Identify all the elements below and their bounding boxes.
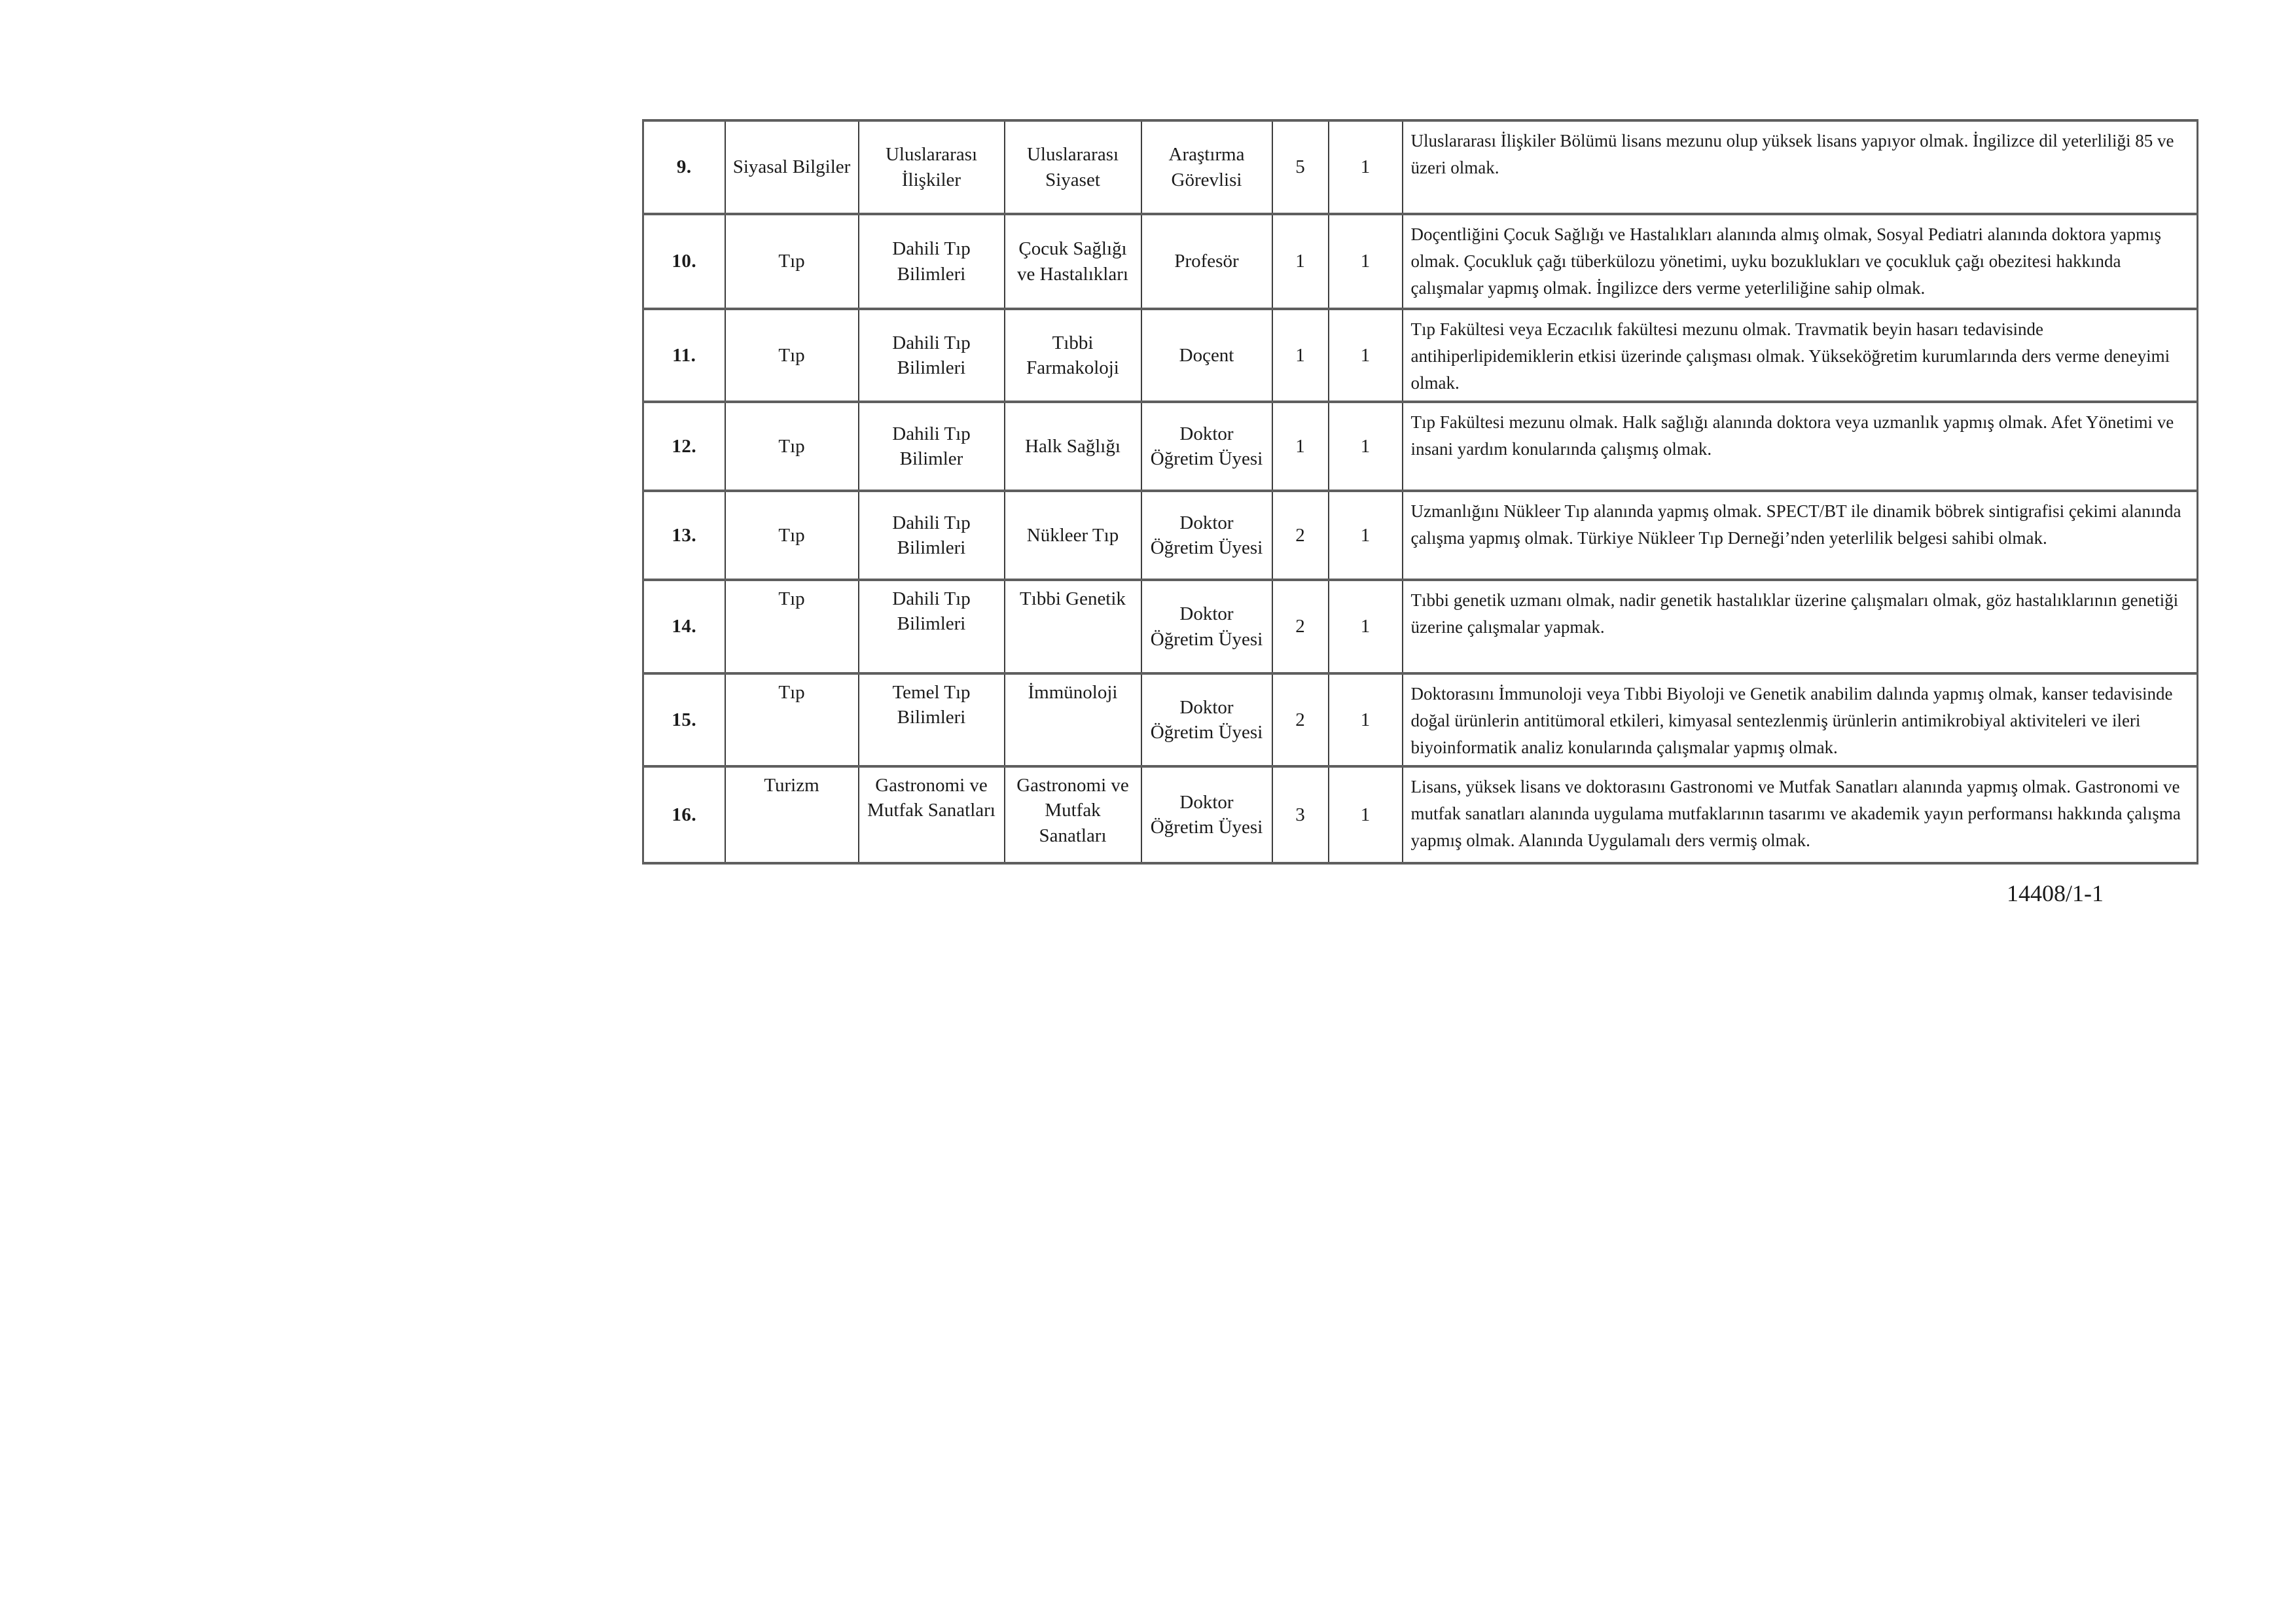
- department-cell: Dahili Tıp Bilimler: [859, 402, 1005, 491]
- vacancy-table: [642, 119, 2198, 865]
- announcement-ref-number: 14408/1-1: [2007, 880, 2104, 906]
- degree-cell: 2: [1272, 580, 1329, 673]
- row-number-cell: 15.: [643, 673, 725, 766]
- requirements-cell: Tıp Fakültesi mezunu olmak. Halk sağlığı alanında doktora veya uzmanlık yapmış olmak. Afet Yönetimi ve insani yardım konularında çalışmış olmak.: [1403, 402, 2198, 491]
- position-title-cell: Doktor Öğretim Üyesi: [1141, 402, 1272, 491]
- field-cell: Nükleer Tıp: [1005, 491, 1141, 580]
- requirements-cell: Tıp Fakültesi veya Eczacılık fakültesi mezunu olmak. Travmatik beyin hasarı tedavisinde antihiperlipidemiklerin etkisi üzerinde çalışması olmak. Yükseköğretim kurumlarında ders verme deneyimi olmak.: [1403, 309, 2198, 402]
- degree-cell: 1: [1272, 402, 1329, 491]
- row-number-cell: 12.: [643, 402, 725, 491]
- position-title-cell: Doktor Öğretim Üyesi: [1141, 491, 1272, 580]
- row-number-cell: 16.: [643, 766, 725, 863]
- field-cell: Uluslararası Siyaset: [1005, 120, 1141, 214]
- quantity-cell: 1: [1329, 120, 1403, 214]
- field-cell: Tıbbi Farmakoloji: [1005, 309, 1141, 402]
- department-cell: Gastronomi ve Mutfak Sanatları: [859, 766, 1005, 863]
- department-cell: Uluslararası İlişkiler: [859, 120, 1005, 214]
- requirements-cell: Uzmanlığını Nükleer Tıp alanında yapmış olmak. SPECT/BT ile dinamik böbrek sintigrafisi çekimi alanında çalışma yapmış olmak. Türkiye Nükleer Tıp Derneği’nden yeterlilik belgesi sahibi olmak.: [1403, 491, 2198, 580]
- field-cell: İmmünoloji: [1005, 673, 1141, 766]
- position-title-cell: Doktor Öğretim Üyesi: [1141, 580, 1272, 673]
- quantity-cell: 1: [1329, 580, 1403, 673]
- row-number-cell: 11.: [643, 309, 725, 402]
- quantity-cell: 1: [1329, 673, 1403, 766]
- quantity-cell: 1: [1329, 766, 1403, 863]
- requirements-cell: Uluslararası İlişkiler Bölümü lisans mezunu olup yüksek lisans yapıyor olmak. İngilizce dil yeterliliği 85 ve üzeri olmak.: [1403, 120, 2198, 214]
- field-cell: Tıbbi Genetik: [1005, 580, 1141, 673]
- faculty-cell: Siyasal Bilgiler: [725, 120, 859, 214]
- quantity-cell: 1: [1329, 214, 1403, 309]
- table-row: [643, 673, 2198, 766]
- requirements-cell: Tıbbi genetik uzmanı olmak, nadir genetik hastalıklar üzerine çalışmaları olmak, göz hastalıklarının genetiği üzerine çalışmalar yapmak.: [1403, 580, 2198, 673]
- degree-cell: 2: [1272, 491, 1329, 580]
- degree-cell: 1: [1272, 214, 1329, 309]
- degree-cell: 5: [1272, 120, 1329, 214]
- department-cell: Dahili Tıp Bilimleri: [859, 309, 1005, 402]
- position-title-cell: Doçent: [1141, 309, 1272, 402]
- degree-cell: 1: [1272, 309, 1329, 402]
- table-row: [643, 402, 2198, 491]
- faculty-cell: Tıp: [725, 309, 859, 402]
- quantity-cell: 1: [1329, 491, 1403, 580]
- faculty-cell: Tıp: [725, 673, 859, 766]
- vacancy-table-body: [643, 120, 2198, 863]
- position-title-cell: Doktor Öğretim Üyesi: [1141, 673, 1272, 766]
- faculty-cell: Turizm: [725, 766, 859, 863]
- quantity-cell: 1: [1329, 402, 1403, 491]
- faculty-cell: Tıp: [725, 491, 859, 580]
- degree-cell: 3: [1272, 766, 1329, 863]
- department-cell: Dahili Tıp Bilimleri: [859, 580, 1005, 673]
- faculty-cell: Tıp: [725, 580, 859, 673]
- table-row: [643, 580, 2198, 673]
- degree-cell: 2: [1272, 673, 1329, 766]
- row-number-cell: 9.: [643, 120, 725, 214]
- faculty-cell: Tıp: [725, 402, 859, 491]
- row-number-cell: 13.: [643, 491, 725, 580]
- requirements-cell: Doktorasını İmmunoloji veya Tıbbi Biyoloji ve Genetik anabilim dalında yapmış olmak, kanser tedavisinde doğal ürünlerin antitümoral etkileri, kimyasal sentezlenmiş ürünlerin antimikrobiyal aktiviteleri ve ileri biyoinformatik analiz konularında çalışmalar yapmış olmak.: [1403, 673, 2198, 766]
- field-cell: Halk Sağlığı: [1005, 402, 1141, 491]
- requirements-cell: Lisans, yüksek lisans ve doktorasını Gastronomi ve Mutfak Sanatları alanında yapmış olmak. Gastronomi ve mutfak sanatları alanında uygulama mutfaklarının tasarımı ve akademik yayın performansı hakkında çalışma yapmış olmak. Alanında Uygulamalı ders vermiş olmak.: [1403, 766, 2198, 863]
- table-row: [643, 309, 2198, 402]
- table-row: [643, 766, 2198, 863]
- department-cell: Dahili Tıp Bilimleri: [859, 491, 1005, 580]
- department-cell: Dahili Tıp Bilimleri: [859, 214, 1005, 309]
- position-title-cell: Profesör: [1141, 214, 1272, 309]
- row-number-cell: 14.: [643, 580, 725, 673]
- faculty-cell: Tıp: [725, 214, 859, 309]
- table-row: [643, 214, 2198, 309]
- department-cell: Temel Tıp Bilimleri: [859, 673, 1005, 766]
- requirements-cell: Doçentliğini Çocuk Sağlığı ve Hastalıkları alanında almış olmak, Sosyal Pediatri alanında doktora yapmış olmak. Çocukluk çağı tüberkülozu yönetimi, uyku bozuklukları ve çocukluk çağı obezitesi hakkında çalışmalar yapmış olmak. İngilizce ders verme yeterliliğine sahip olmak.: [1403, 214, 2198, 309]
- quantity-cell: 1: [1329, 309, 1403, 402]
- table-row: [643, 120, 2198, 214]
- position-title-cell: Araştırma Görevlisi: [1141, 120, 1272, 214]
- field-cell: Gastronomi ve Mutfak Sanatları: [1005, 766, 1141, 863]
- row-number-cell: 10.: [643, 214, 725, 309]
- position-title-cell: Doktor Öğretim Üyesi: [1141, 766, 1272, 863]
- table-row: [643, 491, 2198, 580]
- field-cell: Çocuk Sağlığı ve Hastalıkları: [1005, 214, 1141, 309]
